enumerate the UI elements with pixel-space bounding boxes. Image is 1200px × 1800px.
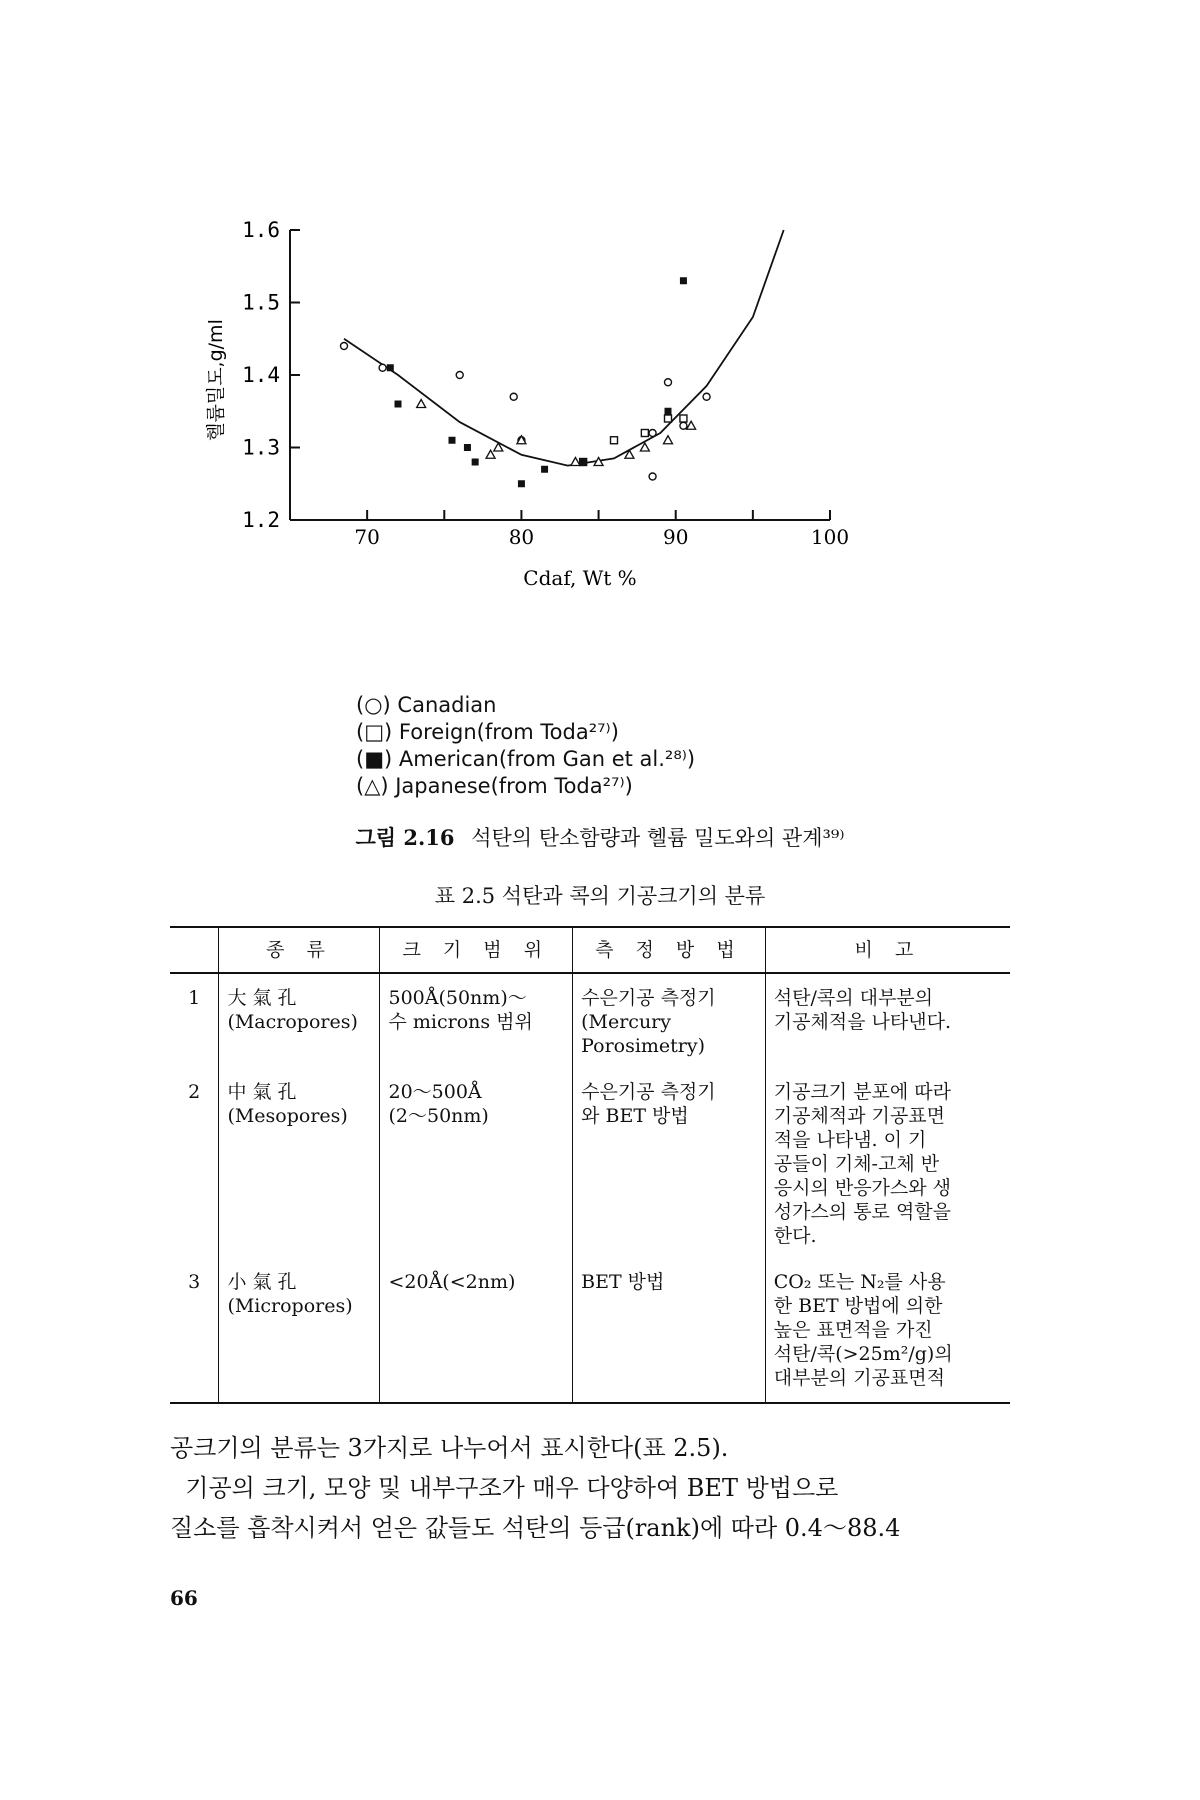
legend-item-japanese bbox=[356, 773, 695, 800]
table-row bbox=[170, 1068, 1010, 1258]
data-point-american bbox=[387, 364, 394, 371]
body-line: 공크기의 분류는 3가지로 나누어서 표시한다(표 2.5). bbox=[170, 1434, 729, 1462]
table-caption: 표 2.5 석탄과 콕의 기공크기의 분류 bbox=[434, 884, 766, 908]
row-kind: 大 氣 孔 (Macropores) bbox=[219, 973, 380, 1068]
row-note: 기공크기 분포에 따라 기공체적과 기공표면 적을 나타냄. 이 기 공들이 기체-고체 반 응시의 반응가스와 생 성가스의 통로 역할을 한다. bbox=[765, 1068, 1010, 1258]
data-point-canadian bbox=[649, 430, 656, 437]
data-point-canadian bbox=[341, 343, 348, 350]
pore-classification-table bbox=[170, 926, 1010, 1404]
x-tick-label: 70 bbox=[354, 525, 380, 549]
row-num: 3 bbox=[170, 1258, 219, 1403]
legend-text: Canadian bbox=[397, 693, 497, 717]
row-method: 수은기공 측정기 (Mercury Porosimetry) bbox=[573, 973, 766, 1068]
fit-curve bbox=[344, 230, 784, 466]
page-number: 66 bbox=[170, 1586, 198, 1610]
data-point-canadian bbox=[703, 393, 710, 400]
figure-caption-number: 그림 2.16 bbox=[355, 825, 455, 850]
row-note: CO₂ 또는 N₂를 사용 한 BET 방법에 의한 높은 표면적을 가진 석탄/콕(>25m²/g)의 대부분의 기공표면적 bbox=[765, 1258, 1010, 1403]
data-point-foreign bbox=[680, 415, 687, 422]
legend-item-canadian bbox=[356, 692, 695, 719]
row-range: 20～500Å (2～50nm) bbox=[380, 1068, 573, 1258]
y-tick-label: 1.3 bbox=[242, 435, 280, 460]
header-num bbox=[170, 927, 219, 973]
row-range: <20Å(<2nm) bbox=[380, 1258, 573, 1403]
body-line: 기공의 크기, 모양 및 내부구조가 매우 다양하여 BET 방법으로 bbox=[170, 1474, 839, 1502]
legend-marker: (○) bbox=[356, 693, 391, 717]
legend-text: Foreign(from Toda²⁷⁾) bbox=[398, 720, 619, 744]
row-num: 2 bbox=[188, 1081, 201, 1103]
y-tick-label: 1.2 bbox=[242, 508, 280, 532]
data-point-foreign bbox=[665, 415, 672, 422]
data-point-canadian bbox=[649, 473, 656, 480]
x-tick-label: 90 bbox=[662, 525, 689, 549]
helium-density-chart bbox=[190, 180, 890, 600]
y-tick-label: 1.4 bbox=[242, 363, 280, 387]
data-point-japanese bbox=[687, 421, 696, 429]
figure-caption-text: 석탄의 탄소함량과 헬륨 밀도와의 관계³⁹⁾ bbox=[471, 826, 845, 850]
x-tick-label: 100 bbox=[810, 525, 850, 549]
legend-text: Japanese(from Toda²⁷⁾) bbox=[395, 774, 633, 798]
row-method: BET 방법 bbox=[573, 1258, 766, 1403]
data-point-american bbox=[395, 401, 402, 408]
data-point-american bbox=[464, 444, 471, 451]
row-method: 수은기공 측정기 와 BET 방법 bbox=[573, 1068, 766, 1258]
table-row bbox=[170, 973, 1010, 1068]
data-point-american bbox=[680, 277, 687, 284]
chart-ticks bbox=[242, 218, 849, 549]
header-kind: 종 류 bbox=[219, 927, 380, 973]
legend-marker: (△) bbox=[356, 774, 389, 798]
row-num: 1 bbox=[188, 987, 201, 1009]
legend-item-foreign bbox=[356, 719, 695, 746]
y-tick-label: 1.5 bbox=[242, 290, 280, 315]
data-point-foreign bbox=[641, 430, 648, 437]
data-point-japanese bbox=[417, 400, 426, 408]
table-header-row bbox=[170, 927, 1010, 973]
header-range: 크 기 범 위 bbox=[380, 927, 573, 973]
x-axis-label: Cdaf, Wt % bbox=[523, 566, 637, 590]
legend-marker: (□) bbox=[356, 720, 393, 744]
header-note: 비 고 bbox=[765, 927, 1010, 973]
figure-caption bbox=[0, 822, 1200, 852]
data-point-canadian bbox=[680, 422, 687, 429]
data-point-foreign bbox=[611, 437, 618, 444]
data-point-canadian bbox=[456, 372, 463, 379]
chart-axes bbox=[290, 230, 830, 520]
data-point-american bbox=[580, 459, 587, 466]
row-range: 500Å(50nm)～ 수 microns 범위 bbox=[380, 973, 573, 1068]
legend-marker: (■) bbox=[356, 747, 393, 771]
fit-curve-line bbox=[344, 230, 784, 466]
row-kind: 小 氣 孔 (Micropores) bbox=[219, 1258, 380, 1403]
body-line: 질소를 흡착시켜서 얻은 값들도 석탄의 등급(rank)에 따라 0.4～88.4 bbox=[170, 1514, 901, 1542]
row-kind: 中 氣 孔 (Mesopores) bbox=[219, 1068, 380, 1258]
x-tick-label: 80 bbox=[508, 525, 535, 549]
data-point-canadian bbox=[379, 364, 386, 371]
data-point-american bbox=[518, 480, 525, 487]
legend-text: American(from Gan et al.²⁸⁾) bbox=[398, 747, 696, 771]
data-point-american bbox=[472, 459, 479, 466]
body-text bbox=[170, 1428, 1010, 1548]
legend-item-american bbox=[356, 746, 695, 773]
y-axis-label: 헬륨밀도,g/ml bbox=[205, 319, 227, 441]
data-point-canadian bbox=[510, 393, 517, 400]
data-point-american bbox=[449, 437, 456, 444]
data-point-japanese bbox=[664, 436, 673, 444]
data-point-canadian bbox=[665, 379, 672, 386]
row-note: 석탄/콕의 대부분의 기공체적을 나타낸다. bbox=[765, 973, 1010, 1068]
table-row bbox=[170, 1258, 1010, 1403]
y-tick-label: 1.6 bbox=[242, 218, 280, 242]
data-point-american bbox=[541, 466, 548, 473]
chart-legend bbox=[356, 692, 695, 800]
data-point-japanese bbox=[571, 458, 580, 466]
header-method: 측 정 방 법 bbox=[573, 927, 766, 973]
data-point-american bbox=[665, 408, 672, 415]
